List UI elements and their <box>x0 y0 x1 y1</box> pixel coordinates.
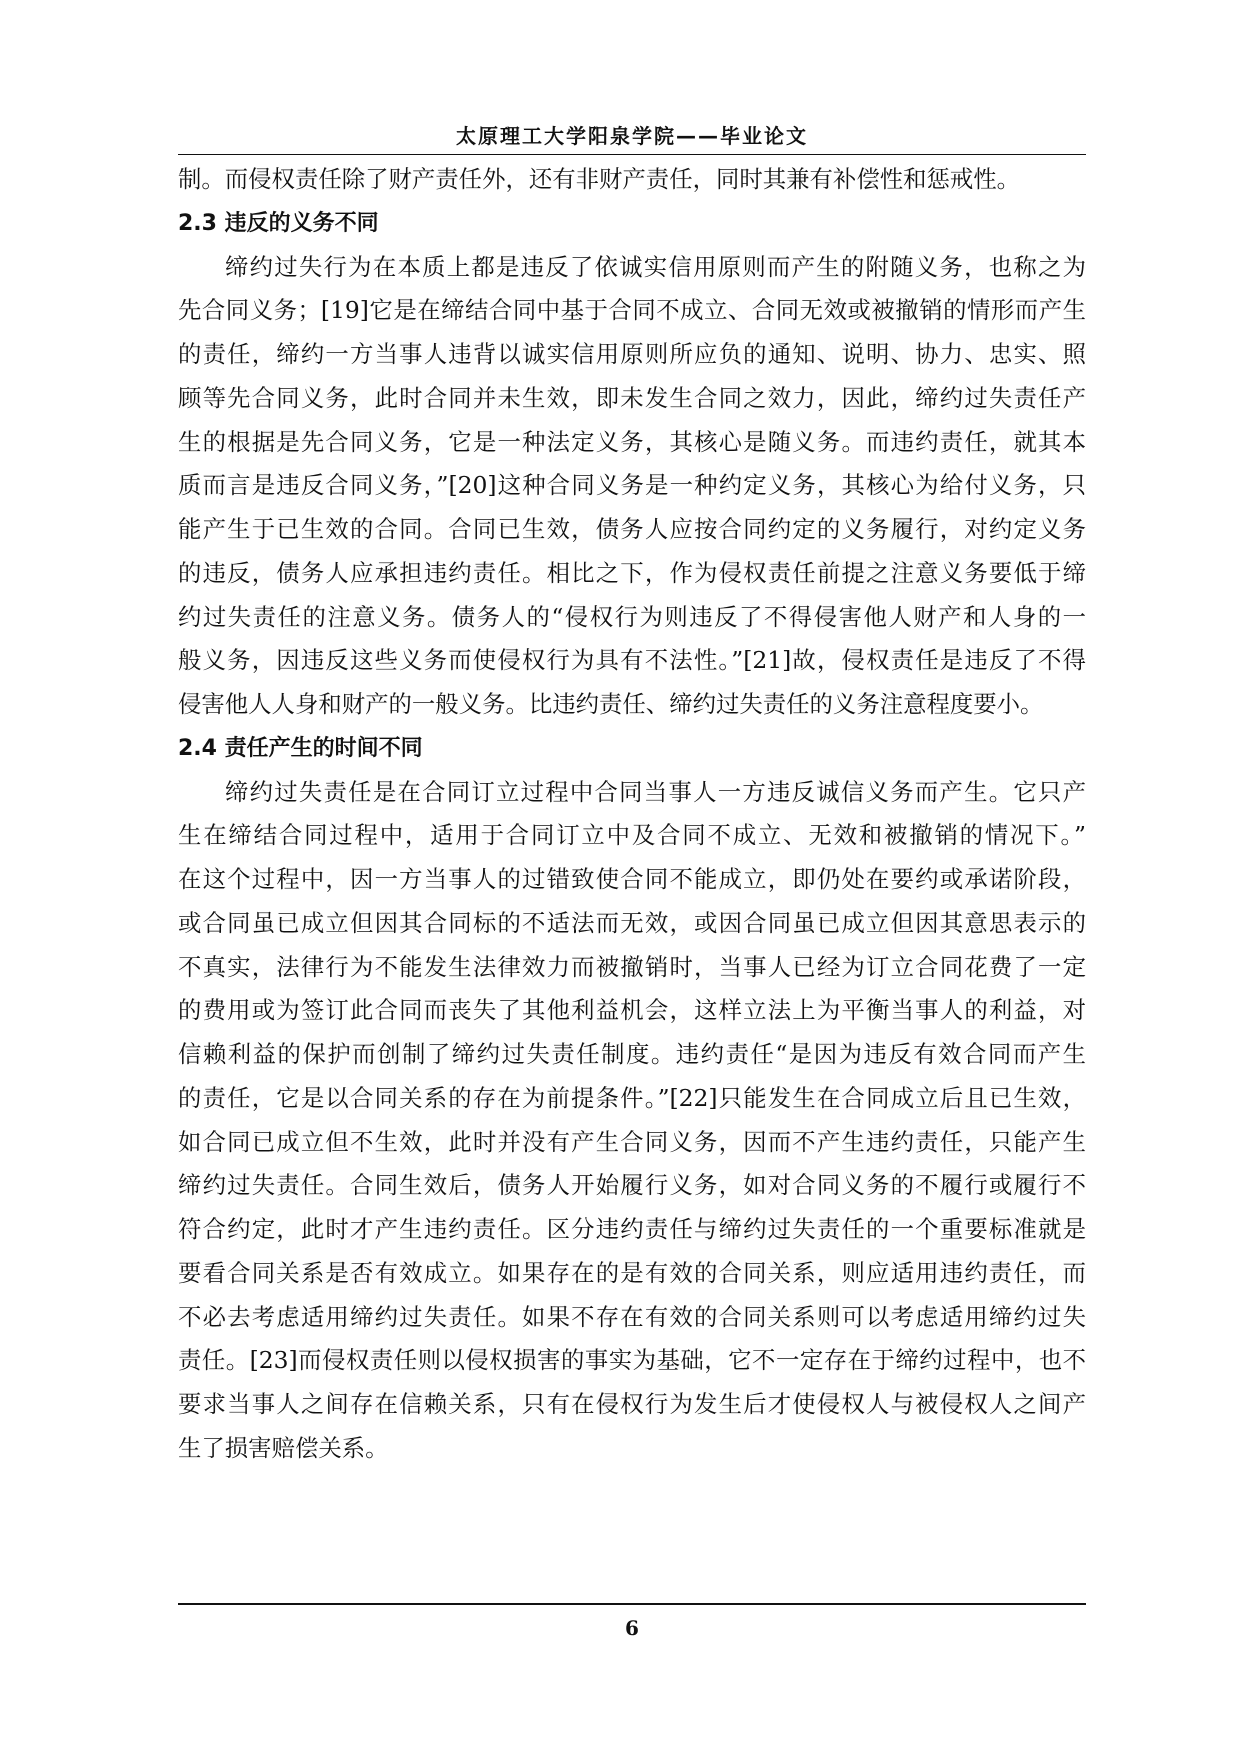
body-line: 的责任，缔约一方当事人违背以诚实信用原则所应负的通知、说明、协力、忠实、照 <box>178 340 1086 368</box>
body-line: 的责任，它是以合同关系的存在为前提条件。”[22]只能发生在合同成立后且已生效， <box>178 1083 1086 1112</box>
section-heading: 2.3 违反的义务不同 <box>178 210 379 236</box>
body-line: 缔约过失责任。合同生效后，债务人开始履行义务，如对合同义务的不履行或履行不 <box>178 1171 1086 1200</box>
body-line: 能产生于已生效的合同。合同已生效，债务人应按合同约定的义务履行，对约定义务 <box>178 515 1086 543</box>
body-line: 质而言是违反合同义务，”[20]这种合同义务是一种约定义务，其核心为给付义务，只 <box>178 471 1086 500</box>
body-line: 符合约定，此时才产生违约责任。区分违约责任与缔约过失责任的一个重要标准就是 <box>178 1215 1086 1243</box>
body-line: 的费用或为签订此合同而丧失了其他利益机会，这样立法上为平衡当事人的利益，对 <box>178 996 1086 1025</box>
body-line: 生的根据是先合同义务，它是一种法定义务，其核心是随义务。而违约责任，就其本 <box>178 427 1086 456</box>
body-line: 在这个过程中，因一方当事人的过错致使合同不能成立，即仍处在要约或承诺阶段， <box>178 865 1086 893</box>
footer-rule <box>178 1603 1086 1605</box>
body-line: 侵害他人人身和财产的一般义务。比违约责任、缔约过失责任的义务注意程度要小。 <box>178 690 1044 718</box>
body-line: 要求当事人之间存在信赖关系，只有在侵权行为发生后才使侵权人与被侵权人之间产 <box>178 1390 1086 1418</box>
body-line: 缔约过失责任是在合同订立过程中合同当事人一方违反诚信义务而产生。它只产 <box>225 777 1086 806</box>
page-number: 6 <box>625 1616 639 1640</box>
running-header: 太原理工大学阳泉学院——毕业论文 <box>456 124 808 148</box>
body-text <box>178 158 1086 1471</box>
body-line: 生在缔结合同过程中，适用于合同订立中及合同不成立、无效和被撤销的情况下。” <box>178 821 1086 850</box>
body-line: 要看合同关系是否有效成立。如果存在的是有效的合同关系，则应适用违约责任，而 <box>178 1258 1086 1287</box>
body-line: 不真实，法律行为不能发生法律效力而被撤销时，当事人已经为订立合同花费了一定 <box>178 952 1086 981</box>
body-line: 顾等先合同义务，此时合同并未生效，即未发生合同之效力，因此，缔约过失责任产 <box>178 383 1086 412</box>
body-line: 不必去考虑适用缔约过失责任。如果不存在有效的合同关系则可以考虑适用缔约过失 <box>178 1302 1086 1331</box>
body-line: 或合同虽已成立但因其合同标的不适法而无效，或因合同虽已成立但因其意思表示的 <box>178 908 1086 937</box>
body-line: 的违反，债务人应承担违约责任。相比之下，作为侵权责任前提之注意义务要低于缔 <box>178 558 1086 587</box>
body-line: 先合同义务；[19]它是在缔结合同中基于合同不成立、合同无效或被撤销的情形而产生 <box>178 296 1086 325</box>
body-line: 信赖利益的保护而创制了缔约过失责任制度。违约责任“是因为违反有效合同而产生 <box>178 1040 1086 1068</box>
body-line: 缔约过失行为在本质上都是违反了依诚实信用原则而产生的附随义务，也称之为 <box>225 252 1086 281</box>
body-line: 般义务，因违反这些义务而使侵权行为具有不法性。”[21]故，侵权责任是违反了不得 <box>178 646 1086 675</box>
body-line: 生了损害赔偿关系。 <box>178 1433 389 1462</box>
header-rule <box>178 154 1086 155</box>
section-heading: 2.4 责任产生的时间不同 <box>178 735 423 761</box>
body-line: 如合同已成立但不生效，此时并没有产生合同义务，因而不产生违约责任，只能产生 <box>178 1127 1086 1156</box>
body-line: 约过失责任的注意义务。债务人的“侵权行为则违反了不得侵害他人财产和人身的一 <box>178 602 1086 631</box>
body-line: 制。而侵权责任除了财产责任外，还有非财产责任，同时其兼有补偿性和惩戒性。 <box>178 165 1021 193</box>
body-line: 责任。[23]而侵权责任则以侵权损害的事实为基础，它不一定存在于缔约过程中，也不 <box>178 1346 1086 1375</box>
